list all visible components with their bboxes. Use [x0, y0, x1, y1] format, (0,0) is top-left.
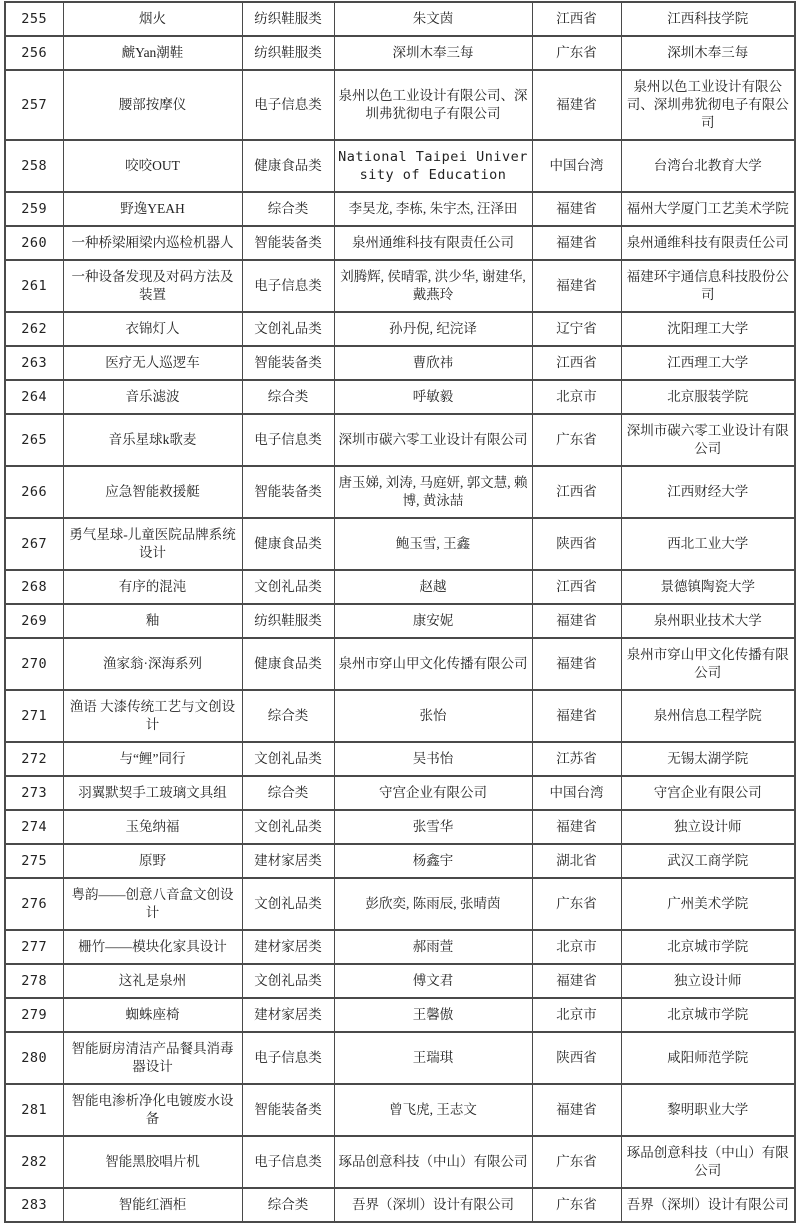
cell-province: 福建省 — [532, 226, 621, 260]
table-row — [5, 742, 795, 776]
cell-authors: 孙丹倪, 纪浣译 — [334, 312, 532, 346]
cell-province: 福建省 — [532, 690, 621, 742]
cell-category: 纺织鞋服类 — [242, 36, 334, 70]
cell-title: 医疗无人巡逻车 — [63, 346, 242, 380]
table-row — [5, 380, 795, 414]
cell-province: 北京市 — [532, 930, 621, 964]
table-row — [5, 260, 795, 312]
cell-category: 建材家居类 — [242, 930, 334, 964]
cell-province: 广东省 — [532, 1136, 621, 1188]
cell-organization: 黎明职业大学 — [621, 1084, 795, 1136]
cell-no: 265 — [5, 414, 63, 466]
cell-no: 272 — [5, 742, 63, 776]
cell-organization: 江西财经大学 — [621, 466, 795, 518]
cell-authors: 康安妮 — [334, 604, 532, 638]
cell-no: 258 — [5, 140, 63, 192]
table-row — [5, 964, 795, 998]
cell-organization: 景德镇陶瓷大学 — [621, 570, 795, 604]
cell-authors: 张怡 — [334, 690, 532, 742]
cell-province: 福建省 — [532, 260, 621, 312]
table-row — [5, 312, 795, 346]
cell-organization: 泉州市穿山甲文化传播有限公司 — [621, 638, 795, 690]
cell-category: 文创礼品类 — [242, 810, 334, 844]
cell-title: 咬咬OUT — [63, 140, 242, 192]
cell-title: 智能红酒柜 — [63, 1188, 242, 1222]
cell-no: 275 — [5, 844, 63, 878]
cell-title: 这礼是泉州 — [63, 964, 242, 998]
cell-no: 256 — [5, 36, 63, 70]
cell-title: 烟火 — [63, 2, 242, 36]
table-row — [5, 36, 795, 70]
cell-organization: 泉州通维科技有限责任公司 — [621, 226, 795, 260]
cell-no: 280 — [5, 1032, 63, 1084]
cell-province: 中国台湾 — [532, 140, 621, 192]
cell-title: 原野 — [63, 844, 242, 878]
cell-province: 江西省 — [532, 466, 621, 518]
cell-organization: 江西科技学院 — [621, 2, 795, 36]
cell-category: 综合类 — [242, 776, 334, 810]
cell-title: 野逸YEAH — [63, 192, 242, 226]
cell-category: 智能装备类 — [242, 346, 334, 380]
cell-organization: 北京城市学院 — [621, 930, 795, 964]
cell-authors: 守宫企业有限公司 — [334, 776, 532, 810]
cell-organization: 泉州以色工业设计有限公司、深圳弗犹彻电子有限公司 — [621, 70, 795, 140]
cell-category: 文创礼品类 — [242, 570, 334, 604]
cell-authors: 曹欣祎 — [334, 346, 532, 380]
cell-province: 福建省 — [532, 70, 621, 140]
award-table-body — [5, 2, 795, 1222]
cell-authors: National Taipei University of Education — [334, 140, 532, 192]
cell-organization: 无锡太湖学院 — [621, 742, 795, 776]
cell-province: 广东省 — [532, 414, 621, 466]
cell-authors: 泉州市穿山甲文化传播有限公司 — [334, 638, 532, 690]
cell-organization: 江西理工大学 — [621, 346, 795, 380]
cell-title: 一种设备发现及对码方法及装置 — [63, 260, 242, 312]
cell-authors: 曾飞虎, 王志文 — [334, 1084, 532, 1136]
cell-title: 玉兔纳福 — [63, 810, 242, 844]
cell-organization: 咸阳师范学院 — [621, 1032, 795, 1084]
cell-title: 釉 — [63, 604, 242, 638]
cell-no: 269 — [5, 604, 63, 638]
cell-category: 建材家居类 — [242, 998, 334, 1032]
cell-title: 腰部按摩仪 — [63, 70, 242, 140]
cell-organization: 泉州信息工程学院 — [621, 690, 795, 742]
cell-title: 一种桥梁厢梁内巡检机器人 — [63, 226, 242, 260]
cell-authors: 彭欣奕, 陈雨辰, 张晴茵 — [334, 878, 532, 930]
cell-category: 智能装备类 — [242, 466, 334, 518]
cell-authors: 张雪华 — [334, 810, 532, 844]
table-row — [5, 878, 795, 930]
cell-authors: 深圳市碳六零工业设计有限公司 — [334, 414, 532, 466]
cell-title: 栅竹——模块化家具设计 — [63, 930, 242, 964]
cell-province: 广东省 — [532, 878, 621, 930]
cell-province: 江苏省 — [532, 742, 621, 776]
table-row — [5, 1136, 795, 1188]
cell-title: 有序的混沌 — [63, 570, 242, 604]
cell-authors: 深圳木奉三每 — [334, 36, 532, 70]
table-row — [5, 570, 795, 604]
cell-organization: 泉州职业技术大学 — [621, 604, 795, 638]
table-row — [5, 346, 795, 380]
cell-province: 福建省 — [532, 964, 621, 998]
table-row — [5, 998, 795, 1032]
cell-authors: 杨鑫宇 — [334, 844, 532, 878]
table-row — [5, 638, 795, 690]
cell-no: 260 — [5, 226, 63, 260]
cell-province: 江西省 — [532, 570, 621, 604]
cell-title: 智能厨房清洁产品餐具消毒器设计 — [63, 1032, 242, 1084]
table-row — [5, 140, 795, 192]
cell-category: 综合类 — [242, 380, 334, 414]
cell-authors: 泉州通维科技有限责任公司 — [334, 226, 532, 260]
cell-province: 广东省 — [532, 36, 621, 70]
cell-no: 262 — [5, 312, 63, 346]
cell-organization: 西北工业大学 — [621, 518, 795, 570]
cell-category: 纺织鞋服类 — [242, 604, 334, 638]
cell-province: 江西省 — [532, 2, 621, 36]
table-row — [5, 690, 795, 742]
cell-title: 羽翼默契手工玻璃文具组 — [63, 776, 242, 810]
cell-category: 文创礼品类 — [242, 964, 334, 998]
cell-no: 266 — [5, 466, 63, 518]
table-row — [5, 604, 795, 638]
cell-organization: 福建环宇通信息科技股份公司 — [621, 260, 795, 312]
cell-category: 智能装备类 — [242, 1084, 334, 1136]
cell-no: 267 — [5, 518, 63, 570]
cell-authors: 唐玉娣, 刘涛, 马庭妍, 郭文慧, 赖博, 黄泳喆 — [334, 466, 532, 518]
table-row — [5, 1032, 795, 1084]
cell-organization: 独立设计师 — [621, 964, 795, 998]
cell-province: 广东省 — [532, 1188, 621, 1222]
cell-category: 电子信息类 — [242, 414, 334, 466]
cell-title: 智能黑胶唱片机 — [63, 1136, 242, 1188]
cell-no: 271 — [5, 690, 63, 742]
table-row — [5, 1084, 795, 1136]
award-list-table — [4, 1, 796, 1223]
cell-title: 虤Yan潮鞋 — [63, 36, 242, 70]
cell-authors: 泉州以色工业设计有限公司、深圳弗犹彻电子有限公司 — [334, 70, 532, 140]
cell-province: 福建省 — [532, 638, 621, 690]
cell-authors: 李昊龙, 李栋, 朱宇杰, 汪泽田 — [334, 192, 532, 226]
table-row — [5, 930, 795, 964]
cell-authors: 呼敏毅 — [334, 380, 532, 414]
cell-organization: 琢品创意科技（中山）有限公司 — [621, 1136, 795, 1188]
cell-organization: 吾界（深圳）设计有限公司 — [621, 1188, 795, 1222]
cell-authors: 鲍玉雪, 王鑫 — [334, 518, 532, 570]
cell-category: 智能装备类 — [242, 226, 334, 260]
cell-province: 福建省 — [532, 192, 621, 226]
cell-no: 277 — [5, 930, 63, 964]
cell-title: 智能电渗析净化电镀废水设备 — [63, 1084, 242, 1136]
table-row — [5, 414, 795, 466]
cell-title: 蜘蛛座椅 — [63, 998, 242, 1032]
cell-organization: 福州大学厦门工艺美术学院 — [621, 192, 795, 226]
cell-no: 276 — [5, 878, 63, 930]
cell-province: 福建省 — [532, 810, 621, 844]
cell-province: 福建省 — [532, 604, 621, 638]
cell-title: 音乐星球k歌麦 — [63, 414, 242, 466]
cell-authors: 琢品创意科技（中山）有限公司 — [334, 1136, 532, 1188]
cell-organization: 深圳木奉三每 — [621, 36, 795, 70]
cell-title: 衣锦灯人 — [63, 312, 242, 346]
cell-authors: 郝雨萱 — [334, 930, 532, 964]
cell-title: 勇气星球-儿童医院品牌系统设计 — [63, 518, 242, 570]
cell-category: 电子信息类 — [242, 1136, 334, 1188]
cell-authors: 赵越 — [334, 570, 532, 604]
cell-authors: 吾界（深圳）设计有限公司 — [334, 1188, 532, 1222]
cell-no: 282 — [5, 1136, 63, 1188]
cell-organization: 北京城市学院 — [621, 998, 795, 1032]
table-row — [5, 844, 795, 878]
cell-organization: 广州美术学院 — [621, 878, 795, 930]
cell-no: 255 — [5, 2, 63, 36]
cell-province: 江西省 — [532, 346, 621, 380]
table-row — [5, 776, 795, 810]
table-row — [5, 1188, 795, 1222]
cell-organization: 守宫企业有限公司 — [621, 776, 795, 810]
cell-category: 健康食品类 — [242, 518, 334, 570]
cell-no: 281 — [5, 1084, 63, 1136]
table-row — [5, 518, 795, 570]
cell-no: 274 — [5, 810, 63, 844]
cell-title: 渔家翁·深海系列 — [63, 638, 242, 690]
table-row — [5, 810, 795, 844]
cell-province: 福建省 — [532, 1084, 621, 1136]
cell-category: 文创礼品类 — [242, 312, 334, 346]
cell-no: 263 — [5, 346, 63, 380]
cell-province: 陕西省 — [532, 1032, 621, 1084]
cell-authors: 王瑞琪 — [334, 1032, 532, 1084]
cell-province: 湖北省 — [532, 844, 621, 878]
cell-authors: 吴书怡 — [334, 742, 532, 776]
cell-category: 电子信息类 — [242, 260, 334, 312]
cell-category: 综合类 — [242, 690, 334, 742]
cell-province: 辽宁省 — [532, 312, 621, 346]
cell-category: 纺织鞋服类 — [242, 2, 334, 36]
cell-no: 273 — [5, 776, 63, 810]
cell-category: 电子信息类 — [242, 1032, 334, 1084]
cell-no: 283 — [5, 1188, 63, 1222]
cell-organization: 独立设计师 — [621, 810, 795, 844]
cell-authors: 王馨傲 — [334, 998, 532, 1032]
cell-no: 259 — [5, 192, 63, 226]
cell-category: 电子信息类 — [242, 70, 334, 140]
cell-title: 音乐滤波 — [63, 380, 242, 414]
table-row — [5, 70, 795, 140]
cell-category: 健康食品类 — [242, 638, 334, 690]
table-row — [5, 466, 795, 518]
cell-no: 261 — [5, 260, 63, 312]
cell-category: 健康食品类 — [242, 140, 334, 192]
table-row — [5, 226, 795, 260]
cell-no: 268 — [5, 570, 63, 604]
cell-no: 278 — [5, 964, 63, 998]
cell-category: 建材家居类 — [242, 844, 334, 878]
cell-province: 北京市 — [532, 380, 621, 414]
cell-title: 应急智能救援艇 — [63, 466, 242, 518]
cell-category: 综合类 — [242, 1188, 334, 1222]
cell-province: 中国台湾 — [532, 776, 621, 810]
cell-organization: 北京服装学院 — [621, 380, 795, 414]
cell-title: 与“鲤”同行 — [63, 742, 242, 776]
cell-organization: 沈阳理工大学 — [621, 312, 795, 346]
cell-no: 279 — [5, 998, 63, 1032]
cell-category: 综合类 — [242, 192, 334, 226]
table-row — [5, 2, 795, 36]
table-row — [5, 192, 795, 226]
cell-authors: 傅文君 — [334, 964, 532, 998]
cell-no: 264 — [5, 380, 63, 414]
cell-province: 陕西省 — [532, 518, 621, 570]
cell-organization: 深圳市碳六零工业设计有限公司 — [621, 414, 795, 466]
cell-province: 北京市 — [532, 998, 621, 1032]
cell-organization: 武汉工商学院 — [621, 844, 795, 878]
cell-no: 270 — [5, 638, 63, 690]
cell-title: 渔语 大漆传统工艺与文创设计 — [63, 690, 242, 742]
cell-authors: 朱文茵 — [334, 2, 532, 36]
cell-category: 文创礼品类 — [242, 878, 334, 930]
cell-no: 257 — [5, 70, 63, 140]
cell-organization: 台湾台北教育大学 — [621, 140, 795, 192]
cell-title: 粤韵——创意八音盒文创设计 — [63, 878, 242, 930]
cell-category: 文创礼品类 — [242, 742, 334, 776]
cell-authors: 刘腾辉, 侯晴霏, 洪少华, 谢建华, 戴燕玲 — [334, 260, 532, 312]
